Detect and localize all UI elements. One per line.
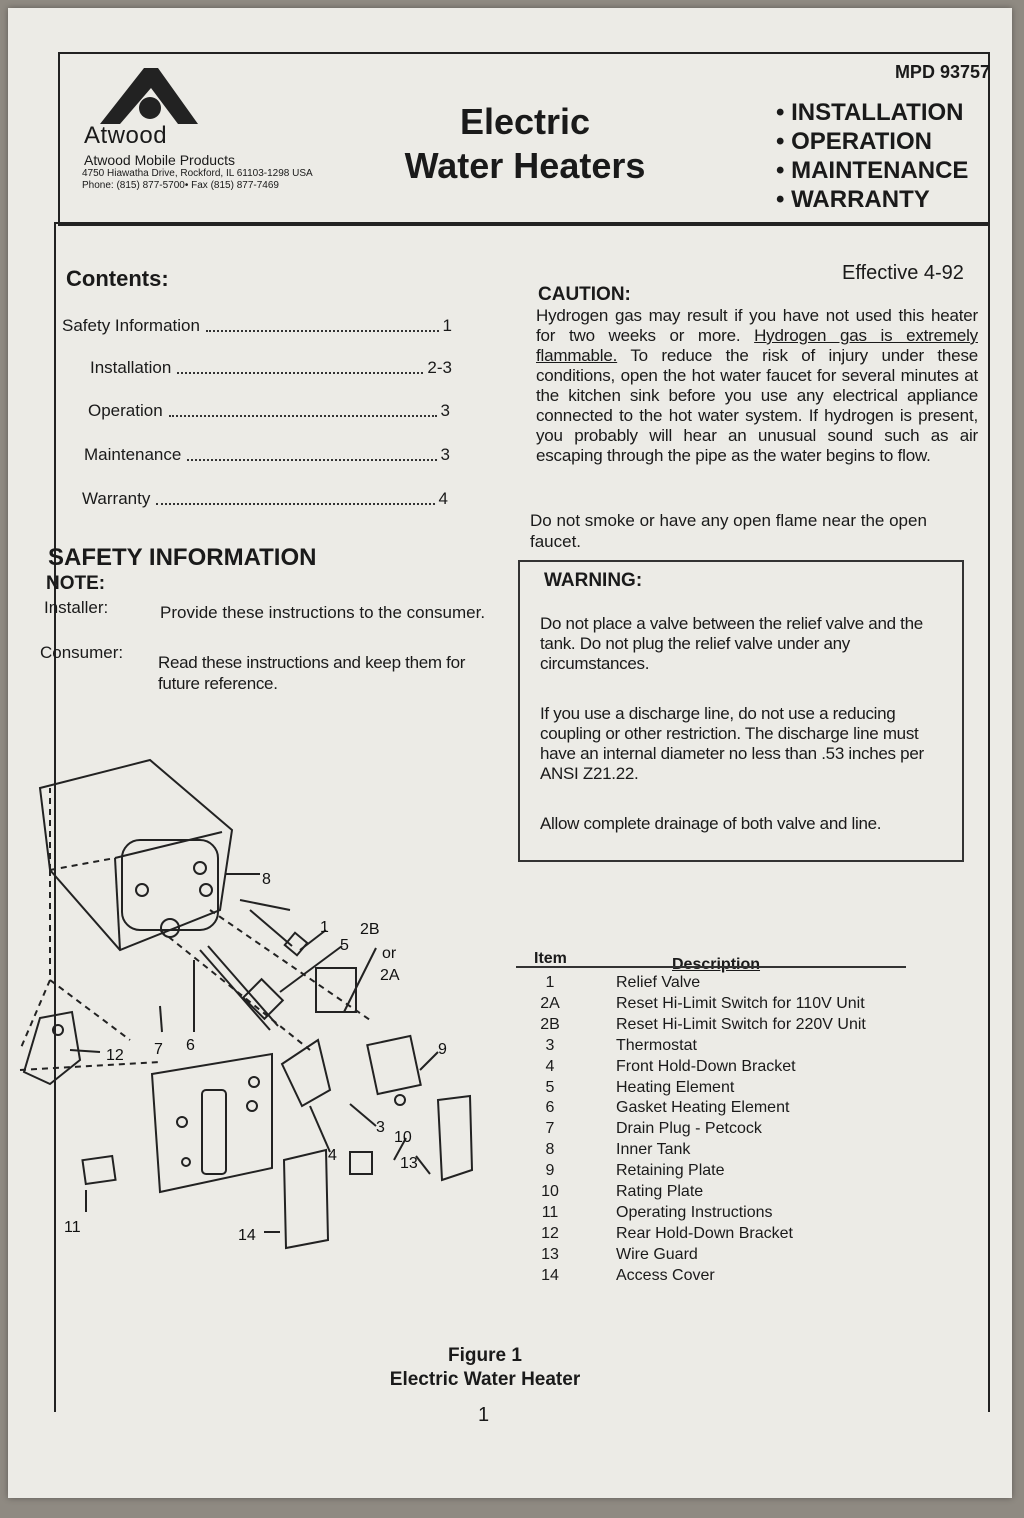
- toc-leader: [169, 415, 437, 417]
- toc-page: 4: [438, 489, 448, 508]
- item-description: Front Hold-Down Bracket: [616, 1057, 796, 1075]
- front-panel-shape: [152, 1054, 272, 1192]
- warning-paragraph: Do not place a valve between the relief valve and the tank. Do not plug the relief valve under any circumstances.: [540, 614, 923, 673]
- item-description: Relief Valve: [616, 974, 701, 991]
- table-row: [530, 1204, 910, 1224]
- item-description: Inner Tank: [616, 1141, 691, 1159]
- table-row: [530, 1058, 910, 1078]
- page-number: 1: [478, 1404, 490, 1426]
- item-number: 8: [545, 1141, 555, 1159]
- topic-item: • INSTALLATION: [776, 98, 968, 127]
- caution-text-a: Hydrogen gas may result if you have not used this heater for two weeks or more.: [536, 306, 978, 345]
- toc-label: Maintenance: [84, 445, 182, 464]
- toc-entry: [84, 445, 450, 465]
- toc-leader: [187, 459, 436, 461]
- callout-5: 5: [340, 937, 349, 954]
- installer-text: Provide these instructions to the consumer.: [160, 603, 486, 622]
- item-number: 4: [545, 1057, 555, 1075]
- table-row: [530, 1162, 910, 1182]
- table-row: [530, 1079, 910, 1099]
- callout-6: 6: [186, 1037, 195, 1054]
- item-description: Thermostat: [616, 1036, 697, 1054]
- title-line-1: Electric: [459, 101, 591, 142]
- safety-heading: SAFETY INFORMATION: [48, 544, 317, 571]
- item-number: 12: [541, 1224, 559, 1242]
- address-line: 4750 Hiawatha Drive, Rockford, IL 61103-1298 USA: [82, 168, 313, 179]
- toc-entry: [62, 316, 452, 336]
- toc-entry: [82, 489, 448, 509]
- toc-label: Safety Information: [62, 316, 200, 335]
- contents-heading: Contents:: [66, 266, 169, 291]
- smoke-warning: Do not smoke or have any open flame near the open faucet.: [530, 511, 927, 551]
- outer-cabinet-shape: [40, 760, 232, 950]
- toc-page: 1: [442, 316, 452, 335]
- callout-7: 7: [154, 1041, 163, 1058]
- item-number: 2A: [540, 994, 560, 1012]
- toc-label: Installation: [90, 358, 172, 377]
- consumer-label: Consumer:: [40, 643, 124, 662]
- installer-label: Installer:: [44, 598, 109, 617]
- toc-page: 2-3: [427, 358, 452, 377]
- item-description: Heating Element: [616, 1078, 735, 1096]
- table-rule: [516, 966, 906, 968]
- caution-underlined: Hydrogen gas is extremely flammable.: [536, 326, 978, 365]
- rating-plate-shape: [438, 1096, 472, 1180]
- table-row: [530, 1120, 910, 1140]
- warning-paragraph: Allow complete drainage of both valve and line.: [540, 814, 882, 833]
- consumer-text: Read these instructions and keep them for future reference.: [158, 653, 466, 693]
- item-number: 3: [545, 1036, 555, 1054]
- topic-item: • OPERATION: [776, 127, 968, 156]
- item-description: Operating Instructions: [616, 1203, 773, 1221]
- caution-text: [536, 306, 978, 466]
- callout-2a: 2A: [380, 967, 400, 984]
- table-row: [530, 1016, 910, 1036]
- callout-11: 11: [64, 1219, 81, 1236]
- doc-number: MPD 93757: [894, 62, 990, 82]
- table-row: [530, 995, 910, 1015]
- callout-14: 14: [238, 1227, 256, 1244]
- company-address: [82, 168, 313, 192]
- callout-1: 1: [320, 919, 329, 936]
- column-header-item: Item: [534, 950, 567, 967]
- item-description: Rear Hold-Down Bracket: [616, 1224, 793, 1242]
- item-number: 5: [545, 1078, 555, 1096]
- table-row: [530, 974, 910, 994]
- item-description: Rating Plate: [616, 1183, 704, 1200]
- warning-heading: WARNING:: [544, 570, 643, 591]
- caution-heading: CAUTION:: [538, 284, 631, 305]
- toc-entry: [88, 401, 450, 421]
- callout-3: 3: [376, 1119, 385, 1136]
- topic-list: [776, 98, 968, 214]
- table-row: [530, 1037, 910, 1057]
- item-number: 2B: [540, 1015, 560, 1033]
- front-bracket-shape: [282, 1040, 330, 1106]
- item-description: Wire Guard: [616, 1245, 698, 1263]
- callout-2b: 2B: [360, 921, 380, 938]
- item-number: 13: [541, 1245, 559, 1263]
- item-description: Reset Hi-Limit Switch for 220V Unit: [616, 1015, 866, 1033]
- callout-10: 10: [394, 1129, 412, 1146]
- atwood-logo-icon: [92, 66, 202, 126]
- toc-leader: [206, 330, 439, 332]
- caution-text-b: To reduce the risk of injury under these conditions, open the hot water faucet for several minutes at the kitchen sink before you use any electrical appliance connected to the hot water system. If hydrogen is present, you probably will hear an unusual sound such as air escaping through the pipe as the water begins to flow.: [536, 346, 978, 465]
- item-description: Gasket Heating Element: [616, 1099, 790, 1117]
- water-heater-exploded-diagram: [10, 750, 500, 1270]
- item-number: 10: [541, 1183, 559, 1200]
- table-row: [530, 1183, 910, 1203]
- title-line-2: Water Heaters: [404, 145, 646, 186]
- callout-or: or: [382, 945, 397, 962]
- access-cover-shape: [284, 1150, 328, 1248]
- topic-item: • WARRANTY: [776, 185, 968, 214]
- table-row: [530, 1225, 910, 1245]
- item-number: 11: [541, 1203, 559, 1221]
- toc-label: Operation: [88, 401, 163, 420]
- company-name: Atwood Mobile Products: [84, 152, 235, 168]
- table-row: [530, 1246, 910, 1266]
- table-row: [530, 1267, 910, 1287]
- toc-leader: [156, 503, 434, 505]
- item-number: 6: [545, 1099, 555, 1117]
- item-number: 1: [545, 974, 555, 991]
- callout-12: 12: [106, 1047, 124, 1064]
- column-header-description: Description: [672, 956, 761, 973]
- callout-9: 9: [438, 1041, 447, 1058]
- figure-title: Electric Water Heater: [389, 1369, 581, 1390]
- document-title: [390, 100, 660, 188]
- callout-13: 13: [400, 1155, 418, 1172]
- callout-4: 4: [328, 1147, 337, 1164]
- table-row: [530, 1099, 910, 1119]
- toc-leader: [177, 372, 423, 374]
- callout-8: 8: [262, 871, 271, 888]
- item-number: 14: [541, 1266, 559, 1284]
- toc-page: 3: [440, 401, 450, 420]
- topic-item: • MAINTENANCE: [776, 156, 968, 185]
- effective-date: Effective 4-92: [842, 262, 964, 284]
- item-description: Drain Plug - Petcock: [616, 1120, 762, 1138]
- note-heading: NOTE:: [46, 573, 106, 594]
- toc-page: 3: [440, 445, 450, 464]
- item-description: Reset Hi-Limit Switch for 110V Unit: [616, 994, 865, 1012]
- toc-entry: [90, 358, 452, 378]
- warning-paragraph: If you use a discharge line, do not use a reducing coupling or other restriction. The discharge line must have an internal diameter no less than .53 inches per ANSI Z21.22.: [540, 704, 924, 783]
- item-number: 7: [545, 1120, 555, 1138]
- brand-name: Atwood: [84, 122, 168, 149]
- item-number: 9: [545, 1162, 555, 1180]
- item-description: Retaining Plate: [616, 1162, 725, 1180]
- phone-line: Phone: (815) 877-5700• Fax (815) 877-7469: [82, 180, 279, 191]
- table-row: [530, 1141, 910, 1161]
- figure-number: Figure 1: [448, 1345, 522, 1366]
- item-description: Access Cover: [616, 1266, 715, 1284]
- toc-label: Warranty: [82, 489, 151, 508]
- figure-caption: [360, 1344, 610, 1392]
